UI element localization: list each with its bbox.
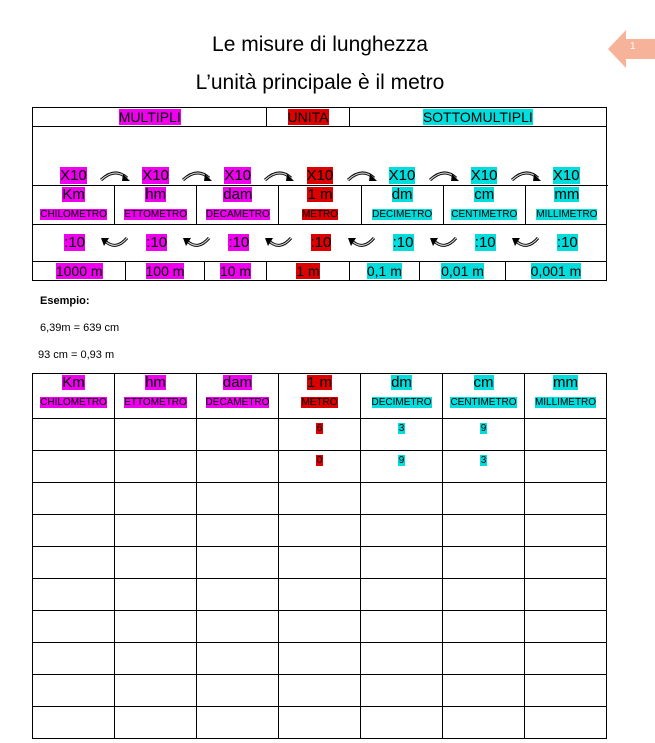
grid-cell[interactable] <box>361 643 443 675</box>
curved-arrow-left-icon <box>182 235 212 251</box>
curved-arrow-left-icon <box>429 235 459 251</box>
curved-arrow-left-icon <box>264 235 294 251</box>
unit-value-cell: 0,001 m <box>505 262 606 281</box>
grid-cell[interactable] <box>197 579 279 611</box>
grid-cell[interactable] <box>279 547 361 579</box>
multiples-header: MULTIPLI <box>33 108 267 127</box>
grid-cell[interactable] <box>525 675 607 707</box>
grid-header-cell: hm ETTOMETRO <box>115 374 197 419</box>
grid-cell[interactable] <box>361 515 443 547</box>
grid-cell[interactable] <box>33 515 115 547</box>
grid-cell[interactable] <box>115 515 197 547</box>
grid-cell[interactable] <box>115 611 197 643</box>
grid-cell[interactable] <box>361 707 443 739</box>
grid-cell[interactable] <box>197 643 279 675</box>
grid-cell[interactable] <box>525 643 607 675</box>
grid-cell[interactable] <box>279 611 361 643</box>
curved-arrow-right-icon <box>181 169 213 183</box>
example-line-1: 6,39m = 639 cm <box>40 322 120 334</box>
grid-digit: 3 <box>398 423 405 434</box>
grid-cell[interactable] <box>279 451 361 483</box>
conversion-area <box>33 127 607 225</box>
grid-cell[interactable] <box>279 419 361 451</box>
grid-cell[interactable] <box>361 451 443 483</box>
multiply-label: X10 <box>388 167 416 184</box>
grid-cell[interactable] <box>443 643 525 675</box>
curved-arrow-right-icon <box>263 169 295 183</box>
unit-header: UNITA <box>267 108 349 127</box>
grid-row <box>33 707 607 739</box>
unit-value-cell: 10 m <box>204 262 267 281</box>
grid-cell[interactable] <box>443 611 525 643</box>
divide-label: :10 <box>556 234 578 251</box>
divide-label: :10 <box>392 234 414 251</box>
units-reference-table <box>32 107 607 281</box>
unit-abbreviation: Km <box>62 186 85 203</box>
grid-row <box>33 675 607 707</box>
grid-cell[interactable] <box>115 547 197 579</box>
grid-cell[interactable] <box>361 579 443 611</box>
example-label: Esempio: <box>40 295 90 307</box>
curved-arrow-right-icon <box>99 169 131 183</box>
grid-cell[interactable] <box>33 707 115 739</box>
grid-header-cell: Km CHILOMETRO <box>33 374 115 419</box>
multiply-label: X10 <box>142 167 169 184</box>
divide-label: :10 <box>474 234 496 251</box>
divide-label: :10 <box>310 234 332 251</box>
grid-cell[interactable] <box>115 643 197 675</box>
curved-arrow-right-icon <box>428 169 460 183</box>
unit-cell <box>444 186 526 224</box>
grid-cell[interactable] <box>443 675 525 707</box>
grid-cell[interactable] <box>33 483 115 515</box>
grid-cell[interactable] <box>525 611 607 643</box>
grid-cell[interactable] <box>197 483 279 515</box>
unit-name: DECAMETRO <box>205 209 270 220</box>
grid-row <box>33 643 607 675</box>
curved-arrow-left-icon <box>100 235 130 251</box>
grid-cell[interactable] <box>443 707 525 739</box>
grid-cell[interactable] <box>525 707 607 739</box>
grid-cell[interactable] <box>197 451 279 483</box>
grid-cell[interactable] <box>361 611 443 643</box>
unit-abbreviation: 1 m <box>307 186 333 203</box>
unit-cell <box>279 186 361 224</box>
grid-header-cell: dam DECAMETRO <box>197 374 279 419</box>
unit-name: MILLIMETRO <box>536 209 598 220</box>
grid-cell[interactable] <box>197 547 279 579</box>
page-number: 1 <box>630 41 636 52</box>
grid-cell[interactable] <box>279 707 361 739</box>
unit-cell <box>115 186 197 224</box>
unit-abbreviation: dam <box>223 186 253 203</box>
multiply-row <box>33 165 608 185</box>
divide-label: :10 <box>64 234 85 251</box>
grid-cell[interactable] <box>115 483 197 515</box>
grid-row <box>33 547 607 579</box>
unit-abbreviation: cm <box>474 186 495 203</box>
grid-header-cell: 1 m METRO <box>279 374 361 419</box>
grid-cell[interactable] <box>33 451 115 483</box>
grid-cell[interactable] <box>361 547 443 579</box>
grid-cell[interactable] <box>361 675 443 707</box>
page-subtitle: L’unità principale è il metro <box>195 71 445 94</box>
grid-cell[interactable] <box>525 579 607 611</box>
grid-row <box>33 579 607 611</box>
grid-cell[interactable] <box>115 675 197 707</box>
curved-arrow-left-icon <box>347 235 377 251</box>
multiply-label: X10 <box>224 167 252 184</box>
grid-digit: 9 <box>398 455 405 466</box>
unit-name: DECIMETRO <box>372 209 433 220</box>
curved-arrow-left-icon <box>511 235 541 251</box>
grid-cell[interactable] <box>443 515 525 547</box>
unit-name: METRO <box>301 209 339 220</box>
grid-cell[interactable] <box>33 643 115 675</box>
grid-cell[interactable] <box>279 579 361 611</box>
grid-cell[interactable] <box>279 643 361 675</box>
unit-value-cell: 0,1 m <box>349 262 420 281</box>
unit-cell <box>526 186 608 224</box>
grid-digit: 3 <box>480 455 487 466</box>
multiply-label: X10 <box>306 167 334 184</box>
grid-digit: 0 <box>316 455 323 466</box>
example-line-2: 93 cm = 0,93 m <box>38 349 115 361</box>
grid-cell[interactable] <box>33 675 115 707</box>
grid-cell[interactable] <box>33 419 115 451</box>
divide-label: :10 <box>146 234 168 251</box>
grid-cell[interactable] <box>197 675 279 707</box>
grid-cell[interactable] <box>197 419 279 451</box>
grid-cell[interactable] <box>443 547 525 579</box>
grid-cell[interactable] <box>115 707 197 739</box>
multiply-label: X10 <box>470 167 498 184</box>
grid-cell[interactable] <box>525 515 607 547</box>
unit-abbreviation: mm <box>554 186 580 203</box>
multiply-label: X10 <box>60 167 87 184</box>
grid-cell[interactable] <box>197 611 279 643</box>
curved-arrow-right-icon <box>510 169 542 183</box>
grid-cell[interactable] <box>525 451 607 483</box>
grid-cell[interactable] <box>115 419 197 451</box>
grid-row <box>33 515 607 547</box>
divide-label: :10 <box>228 234 250 251</box>
page-number-tag <box>608 30 655 68</box>
grid-cell[interactable] <box>525 483 607 515</box>
grid-cell[interactable] <box>279 675 361 707</box>
grid-row <box>33 451 607 483</box>
grid-cell[interactable] <box>33 579 115 611</box>
grid-row <box>33 483 607 515</box>
submultiples-header: SOTTOMULTIPLI <box>349 108 606 127</box>
curved-arrow-right-icon <box>346 169 378 183</box>
grid-cell[interactable] <box>443 451 525 483</box>
grid-cell[interactable] <box>443 483 525 515</box>
grid-cell[interactable] <box>361 483 443 515</box>
grid-cell[interactable] <box>33 547 115 579</box>
grid-row <box>33 419 607 451</box>
grid-cell[interactable] <box>525 547 607 579</box>
grid-cell[interactable] <box>115 579 197 611</box>
unit-value-cell: 1000 m <box>33 262 126 281</box>
unit-name: CENTIMETRO <box>451 209 518 220</box>
grid-cell[interactable] <box>115 451 197 483</box>
unit-value-cell: 0,01 m <box>420 262 506 281</box>
grid-cell[interactable] <box>197 707 279 739</box>
grid-cell[interactable] <box>443 419 525 451</box>
divide-row <box>33 225 607 262</box>
grid-header-cell: cm CENTIMETRO <box>443 374 525 419</box>
unit-name: CHILOMETRO <box>40 209 107 220</box>
page-title: Le misure di lunghezza <box>212 33 428 56</box>
grid-cell[interactable] <box>525 419 607 451</box>
grid-row <box>33 611 607 643</box>
grid-cell[interactable] <box>361 419 443 451</box>
unit-name: ETTOMETRO <box>124 209 187 220</box>
grid-digit: 6 <box>316 423 323 434</box>
unit-value-cell: 1 m <box>267 262 349 281</box>
exercise-grid <box>32 373 607 739</box>
grid-header-cell: dm DECIMETRO <box>361 374 443 419</box>
unit-cell <box>362 186 444 224</box>
unit-cell <box>197 186 279 224</box>
grid-header-cell: mm MILLIMETRO <box>525 374 607 419</box>
unit-cell <box>33 186 115 224</box>
grid-cell[interactable] <box>279 515 361 547</box>
grid-cell[interactable] <box>279 483 361 515</box>
grid-digit: 9 <box>480 423 487 434</box>
multiply-label: X10 <box>552 167 580 184</box>
unit-abbreviation: dm <box>391 186 413 203</box>
unit-abbreviation: hm <box>145 186 167 203</box>
grid-cell[interactable] <box>33 611 115 643</box>
grid-cell[interactable] <box>197 515 279 547</box>
units-row <box>33 185 608 224</box>
unit-value-cell: 100 m <box>126 262 204 281</box>
grid-cell[interactable] <box>443 579 525 611</box>
